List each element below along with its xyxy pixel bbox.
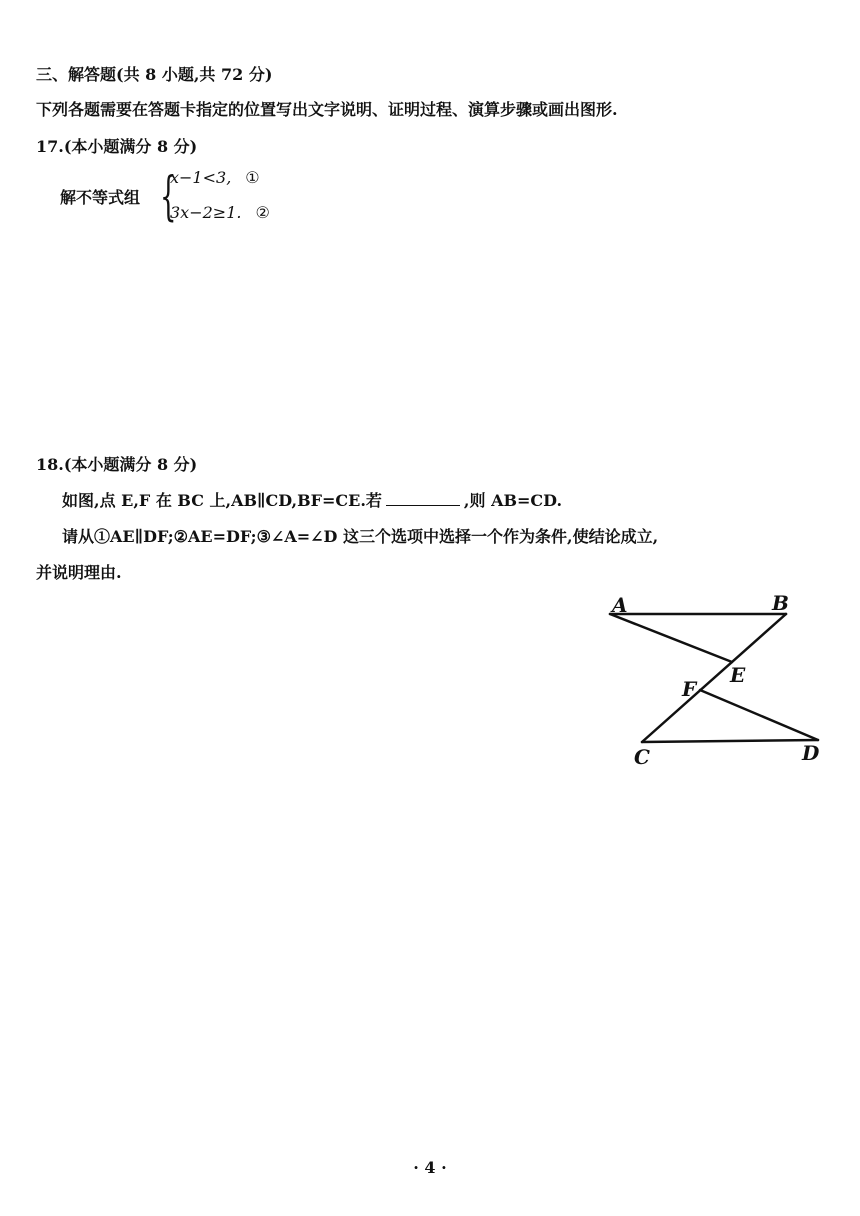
- q18-p1-before: 如图,点 E,F 在 BC 上,AB∥CD,BF=CE.若: [62, 491, 382, 510]
- segment-BC: [642, 614, 786, 742]
- q17-lead-text: 解不等式组: [60, 188, 141, 207]
- q18-header: 18.(本小题满分 8 分): [36, 455, 198, 474]
- point-label-B: B: [772, 591, 789, 615]
- q17-inequality-2: [170, 203, 270, 222]
- q17-inequality-2-label: ②: [255, 203, 270, 222]
- segment-CD: [642, 740, 818, 742]
- answer-blank: [386, 491, 460, 506]
- left-brace: {: [160, 167, 177, 227]
- q17-header: 17.(本小题满分 8 分): [36, 137, 198, 156]
- q18-paragraph-3: 并说明理由.: [36, 563, 122, 582]
- q17-inequality-2-expr: 3x−2≥1.: [170, 203, 242, 222]
- point-label-E: E: [730, 663, 746, 687]
- segment-FD: [700, 690, 818, 740]
- geometry-figure: [596, 588, 836, 778]
- point-label-F: F: [682, 677, 697, 701]
- q17-inequality-1: [170, 168, 260, 187]
- q17-inequality-1-expr: x−1<3,: [170, 168, 232, 187]
- q18-paragraph-1: [62, 488, 562, 511]
- section-title: 三、解答题(共 8 小题,共 72 分): [36, 65, 273, 84]
- point-label-D: D: [802, 741, 820, 765]
- q18-paragraph-2: 请从①AE∥DF;②AE=DF;③∠A=∠D 这三个选项中选择一个作为条件,使结论成立,: [62, 527, 659, 546]
- q17-inequality-1-label: ①: [245, 168, 260, 187]
- page-number: · 4 ·: [413, 1158, 447, 1177]
- point-label-C: C: [634, 745, 650, 769]
- q18-p1-after: ,则 AB=CD.: [463, 491, 563, 510]
- point-label-A: A: [612, 593, 628, 617]
- segment-AE: [610, 614, 732, 662]
- section-instruction: 下列各题需要在答题卡指定的位置写出文字说明、证明过程、演算步骤或画出图形.: [36, 100, 618, 119]
